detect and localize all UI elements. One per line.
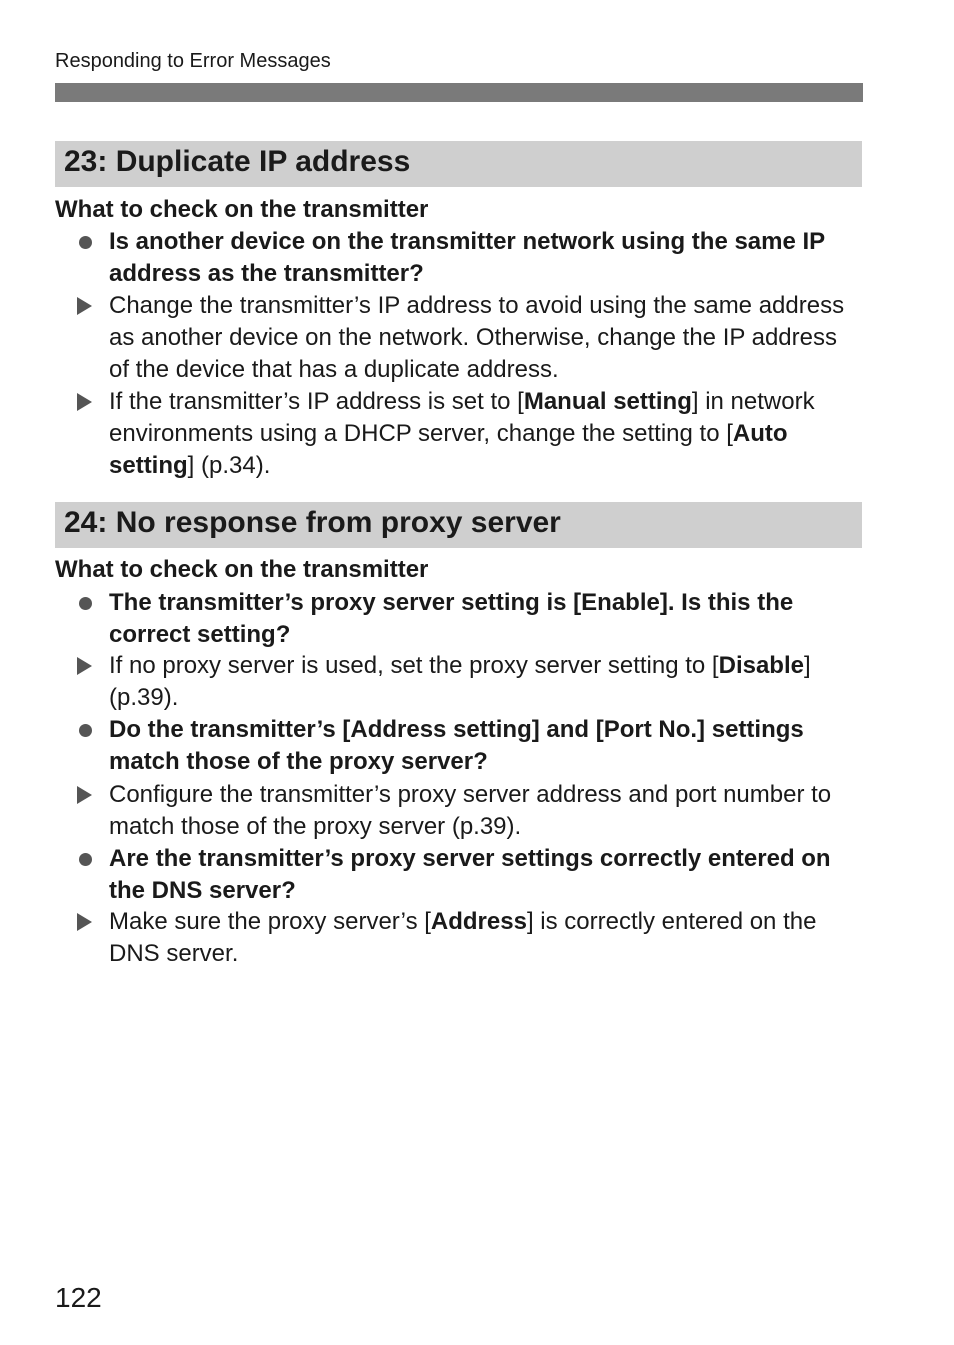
section-24-question-3: Are the transmitter’s proxy server settings correctly entered on the DNS server?	[109, 845, 831, 904]
menu-label: Manual setting	[523, 388, 692, 415]
triangle-bullet-icon	[77, 393, 92, 411]
text: ] in network environments using a DHCP server, change the setting to [	[109, 388, 815, 447]
bullet-dot-icon	[79, 853, 92, 866]
bullet-dot-icon	[79, 597, 92, 610]
section-23-title: 23: Duplicate IP address	[64, 145, 411, 178]
running-header: Responding to Error Messages	[55, 50, 331, 72]
section-23-answer-1: Change the transmitter’s IP address to avoid using the same address as another device on the network. Otherwise, change the IP address of the device that has a duplicate address.	[109, 292, 845, 383]
bullet-dot-icon	[79, 724, 92, 737]
triangle-bullet-icon	[77, 657, 92, 675]
triangle-bullet-icon	[77, 297, 92, 315]
section-24-bar	[55, 502, 862, 548]
menu-label: Disable	[718, 652, 804, 679]
triangle-bullet-icon	[77, 913, 92, 931]
menu-label: Address	[430, 908, 527, 935]
text: ] (p.34).	[187, 452, 271, 479]
text: Make sure the proxy server’s [	[109, 908, 431, 935]
section-24-answer-2: Configure the transmitter’s proxy server address and port number to match those of the proxy server (p.39).	[109, 781, 832, 840]
section-24-title: 24: No response from proxy server	[64, 506, 561, 539]
text: ] (p.39).	[109, 652, 811, 711]
page-number: 122	[55, 1282, 102, 1313]
section-23-answer-2	[109, 386, 861, 482]
section-24-answer-3	[109, 906, 861, 970]
section-24-question-2: Do the transmitter’s [Address setting] and [Port No.] settings match those of the proxy server?	[109, 716, 804, 775]
text: If no proxy server is used, set the proxy server setting to [	[109, 652, 719, 679]
section-23-bar	[55, 141, 862, 187]
text: ] is correctly entered on the DNS server.	[109, 908, 817, 967]
section-23-question-1: Is another device on the transmitter network using the same IP address as the transmitter?	[109, 228, 825, 287]
text: If the transmitter’s IP address is set to [	[109, 388, 524, 415]
section-24-subhead: What to check on the transmitter	[55, 556, 429, 583]
header-rule	[55, 83, 863, 102]
section-24-answer-1	[109, 650, 861, 714]
menu-label: Auto setting	[109, 420, 788, 479]
section-23-subhead: What to check on the transmitter	[55, 196, 429, 223]
triangle-bullet-icon	[77, 786, 92, 804]
section-24-question-1: The transmitter’s proxy server setting is [Enable]. Is this the correct setting?	[109, 589, 794, 648]
bullet-dot-icon	[79, 236, 92, 249]
